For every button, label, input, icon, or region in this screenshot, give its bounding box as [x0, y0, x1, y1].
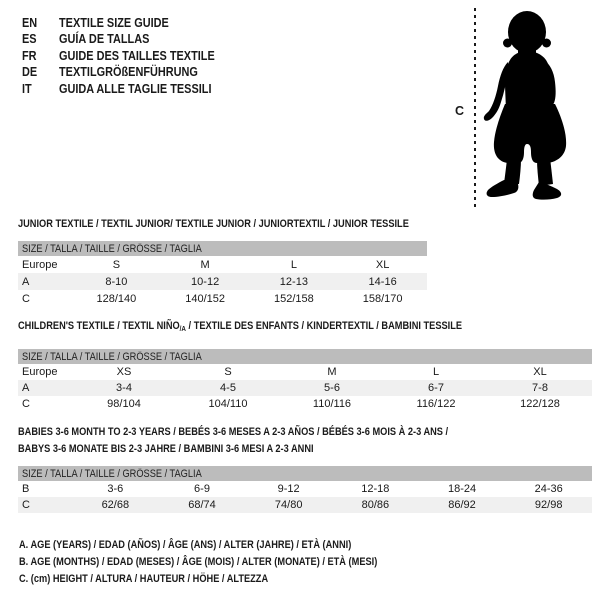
size-cell: S: [224, 366, 232, 378]
size-cell: 10-12: [191, 275, 220, 288]
row-label: C: [22, 292, 30, 305]
size-cell: 116/122: [416, 398, 456, 410]
size-cell: 24-36: [534, 483, 563, 495]
table-row: [18, 481, 592, 497]
size-cell: 110/116: [312, 398, 352, 410]
size-cell: 6-7: [428, 382, 444, 394]
language-line-de: [22, 64, 244, 80]
row-label: C: [22, 398, 30, 410]
baby-silhouette-image: [480, 6, 570, 206]
children-size-table: [18, 349, 592, 412]
size-cell: 12-13: [279, 275, 308, 288]
language-title: GUÍA DE TALLAS: [59, 31, 150, 47]
size-cell: 6-9: [194, 483, 210, 495]
row-label: C: [22, 499, 30, 511]
size-header-label: SIZE / TALLA / TAILLE / GRÖSSE / TAGLIA: [22, 350, 202, 363]
size-cell: 12-18: [361, 483, 390, 495]
size-cell: 3-4: [116, 382, 132, 394]
title-subscript: /A: [179, 324, 186, 333]
size-cell: 104/110: [208, 398, 248, 410]
language-line-it: [22, 81, 244, 97]
table-row: [18, 256, 427, 273]
size-cell: 86/92: [448, 499, 476, 511]
size-cell: 68/74: [188, 499, 216, 511]
title-text: BABIES 3-6 MONTH TO 2-3 YEARS / BEBÉS 3-6 MESES A 2-3 AÑOS / BÉBÉS 3-6 MOIS À 2-3 ANS /: [18, 426, 449, 438]
footnote-c: [19, 571, 446, 588]
size-cell: 8-10: [105, 275, 128, 288]
size-cell: S: [112, 258, 121, 271]
language-title: TEXTILGRÖßENFÜHRUNG: [59, 64, 198, 80]
size-cell: 92/98: [534, 499, 563, 511]
size-cell: 140/152: [185, 292, 225, 305]
size-cell: M: [327, 366, 337, 378]
row-label: Europe: [22, 366, 58, 378]
size-cell: M: [200, 258, 210, 271]
language-code: ES: [22, 31, 37, 47]
language-line-fr: [22, 48, 244, 64]
size-cell: 122/128: [520, 398, 560, 410]
size-cell: 128/140: [96, 292, 137, 305]
size-cell: 14-16: [368, 275, 397, 288]
table-rows: [18, 481, 592, 513]
size-cell: 4-5: [220, 382, 236, 394]
size-cell: 18-24: [447, 483, 477, 495]
size-cell: 9-12: [277, 483, 300, 495]
size-cell: 80/86: [361, 499, 390, 511]
size-cell: 5-6: [324, 382, 340, 394]
footnotes: [19, 537, 446, 588]
children-table-title: [18, 319, 462, 336]
footnote-a: [19, 537, 446, 554]
language-title-list: [22, 15, 244, 97]
size-cell: XS: [116, 366, 132, 378]
row-label: Europe: [22, 258, 58, 271]
size-cell: 98/104: [107, 398, 141, 410]
language-title: TEXTILE SIZE GUIDE: [59, 15, 169, 30]
footnote-text: C. (cm) HEIGHT / ALTURA / HAUTEUR / HÖHE / ALTEZZA: [19, 573, 269, 585]
size-cell: 3-6: [107, 483, 124, 495]
footnote-text: A. AGE (YEARS) / EDAD (AÑOS) / ÂGE (ANS) / ALTER (JAHRE) / ETÀ (ANNI): [19, 539, 352, 551]
table-rows: [18, 256, 427, 307]
size-header-label: SIZE / TALLA / TAILLE / GRÖSSE / TAGLIA: [22, 242, 202, 255]
height-measure-label: C: [455, 104, 465, 118]
size-header-label: SIZE / TALLA / TAILLE / GRÖSSE / TAGLIA: [22, 467, 202, 480]
row-label: A: [22, 382, 30, 394]
size-cell: 62/68: [101, 499, 130, 511]
title-text: JUNIOR TEXTILE / TEXTIL JUNIOR/ TEXTILE JUNIOR / JUNIORTEXTIL / JUNIOR TESSILE: [18, 218, 409, 230]
size-header-bar: [18, 466, 592, 481]
row-label: B: [22, 483, 30, 495]
table-row: [18, 364, 592, 380]
language-line-es: [22, 31, 244, 47]
language-code: DE: [22, 64, 38, 80]
height-measure-dashed-line: [474, 8, 476, 207]
junior-size-table: [18, 241, 427, 307]
table-rows: [18, 364, 592, 412]
size-cell: XL: [533, 366, 547, 378]
size-cell: L: [290, 258, 297, 271]
language-code: EN: [22, 15, 38, 30]
size-cell: 158/170: [362, 292, 403, 305]
size-cell: 74/80: [274, 499, 303, 511]
title-line2: BABYS 3-6 MONATE BIS 2-3 JAHRE / BAMBINI 3-6 MESI A 2-3 ANNI: [18, 443, 314, 455]
table-row: [18, 396, 592, 412]
size-header-bar: [18, 241, 427, 256]
title-text: / TEXTILE DES ENFANTS / KINDERTEXTIL / BAMBINI TESSILE: [185, 320, 463, 332]
language-title: GUIDE DES TAILLES TEXTILE: [59, 47, 215, 63]
size-cell: L: [432, 366, 440, 378]
table-row: [18, 273, 427, 290]
table-row: [18, 497, 592, 513]
language-line-en: [22, 15, 244, 31]
size-cell: 7-8: [532, 382, 548, 394]
size-cell: 152/158: [273, 292, 314, 305]
row-label: A: [22, 275, 30, 288]
footnote-b: [19, 554, 446, 571]
title-text: CHILDREN'S TEXTILE / TEXTIL NIÑO: [18, 320, 180, 332]
figure-area: [450, 0, 600, 215]
language-code: FR: [22, 47, 37, 63]
table-row: [18, 380, 592, 396]
table-row: [18, 290, 427, 307]
size-cell: XL: [375, 258, 390, 271]
junior-table-title: [18, 217, 409, 234]
footnote-text: B. AGE (MONTHS) / EDAD (MESES) / ÂGE (MOIS) / ALTER (MONATE) / ETÀ (MESI): [19, 556, 378, 568]
language-title: GUIDA ALLE TAGLIE TESSILI: [59, 80, 212, 96]
babies-table-title: [18, 425, 448, 456]
babies-size-table: [18, 466, 592, 513]
size-header-bar: [18, 349, 592, 364]
language-code: IT: [22, 80, 32, 96]
